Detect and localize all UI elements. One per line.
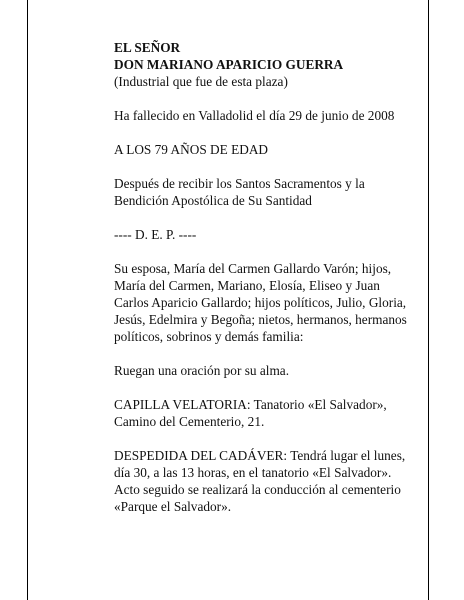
- sacraments-block: [114, 175, 419, 209]
- prayer-request: Ruegan una oración por su alma.: [114, 363, 290, 378]
- sacraments-line: Bendición Apostólica de Su Santidad: [114, 193, 312, 208]
- family-line: Jesús, Edelmira y Begoña; nietos, hermanos, hermanos: [114, 312, 407, 327]
- chapel-line: CAPILLA VELATORIA: Tanatorio «El Salvador»,: [114, 397, 387, 412]
- family-line: Su esposa, María del Carmen Gallardo Varón; hijos,: [114, 261, 392, 276]
- obituary-notice: [114, 39, 419, 515]
- rip-line: ---- D. E. P. ----: [114, 227, 197, 242]
- obituary-header: [114, 39, 419, 90]
- right-border-line: [428, 0, 429, 600]
- farewell-line: Acto seguido se realizará la conducción al cementerio: [114, 482, 401, 497]
- chapel-block: [114, 396, 419, 430]
- family-block: [114, 260, 419, 345]
- death-notice: Ha fallecido en Valladolid el día 29 de junio de 2008: [114, 108, 395, 123]
- farewell-line: DESPEDIDA DEL CADÁVER: Tendrá lugar el lunes,: [114, 448, 406, 463]
- sacraments-line: Después de recibir los Santos Sacramentos y la: [114, 176, 365, 191]
- chapel-line: Camino del Cementerio, 21.: [114, 414, 265, 429]
- farewell-line: día 30, a las 13 horas, en el tanatorio «El Salvador».: [114, 465, 392, 480]
- family-line: Carlos Aparicio Gallardo; hijos políticos, Julio, Gloria,: [114, 295, 407, 310]
- left-border-line: [27, 0, 28, 600]
- deceased-occupation: (Industrial que fue de esta plaza): [114, 74, 288, 89]
- family-line: María del Carmen, Mariano, Elosía, Eliseo y Juan: [114, 278, 380, 293]
- farewell-line: «Parque el Salvador».: [114, 499, 232, 514]
- farewell-block: [114, 447, 419, 515]
- family-line: políticos, sobrinos y demás familia:: [114, 329, 304, 344]
- age-line: A LOS 79 AÑOS DE EDAD: [114, 142, 269, 157]
- honorific-title: EL SEÑOR: [114, 40, 181, 55]
- deceased-name: DON MARIANO APARICIO GUERRA: [114, 57, 344, 72]
